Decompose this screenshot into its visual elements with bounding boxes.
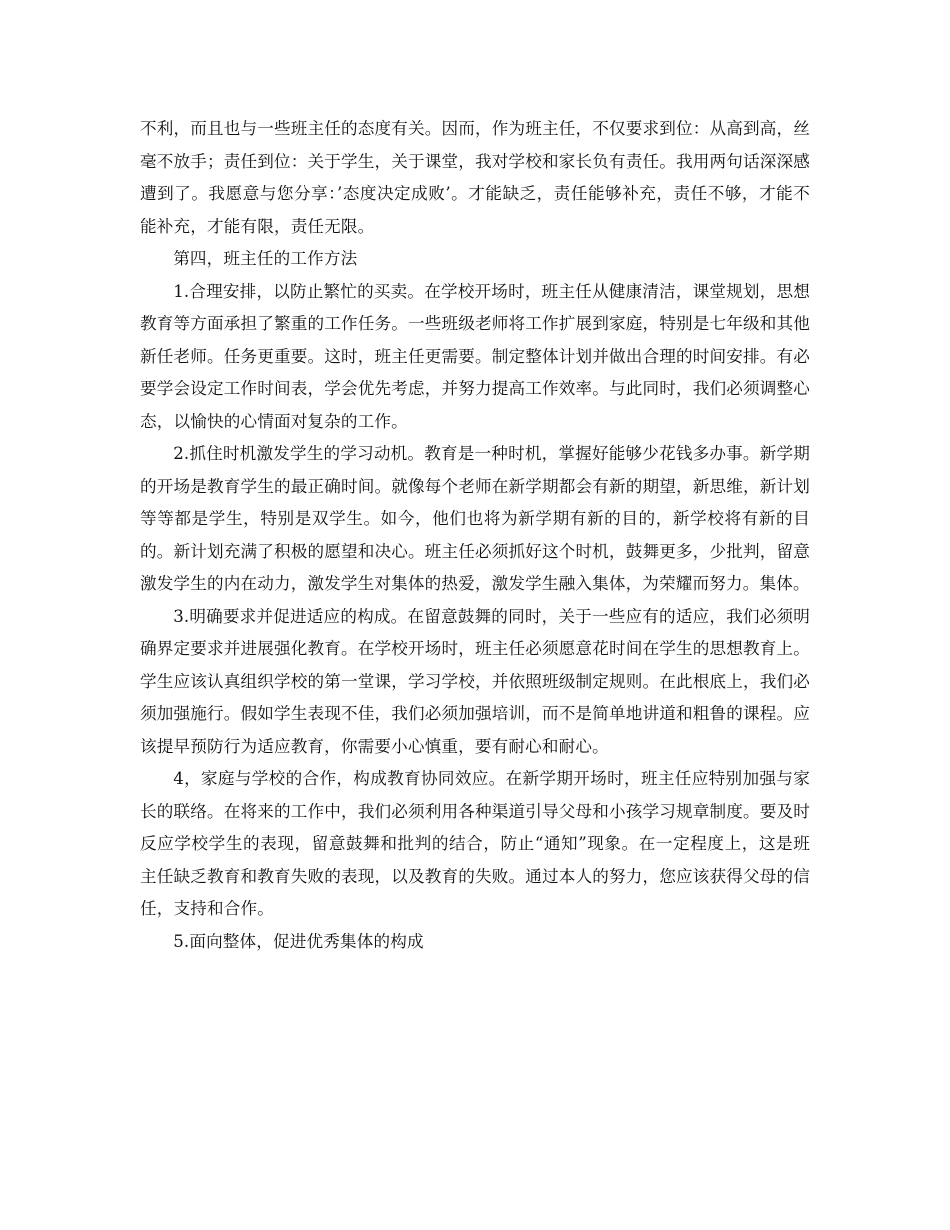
section-heading-work-methods: 第四，班主任的工作方法 [173, 249, 358, 268]
paragraph-item-1: 1.合理安排，以防止繁忙的买卖。在学校开场时，班主任从健康清洁，课堂规划，思想教育等方面承担了繁重的工作任务。一些班级老师将工作扩展到家庭，特别是七年级和其他新任老师。任务更重要。这时，班主任更需要。制定整体计划并做出合理的时间安排。有必要学会设定工作时间表，学会优先考虑，并努力提高工作效率。与此同时，我们必须调整心态，以愉快的心情面对复杂的工作。 [140, 281, 810, 431]
paragraph-item-3: 3.明确要求并促进适应的构成。在留意鼓舞的同时，关于一些应有的适应，我们必须明确界定要求并进展强化教育。在学校开场时，班主任必须愿意花时间在学生的思想教育上。学生应该认真组织学校的第一堂课，学习学校，并依照班级制定规则。在此根底上，我们必须加强施行。假如学生表现不佳，我们必须加强培训，而不是简单地讲道和粗鲁的课程。应该提早预防行为适应教育，你需要小心慎重，要有耐心和耐心。 [140, 606, 810, 756]
paragraph-item-5: 5.面向整体，促进优秀集体的构成 [173, 931, 424, 951]
paragraph-item-2: 2.抓住时机激发学生的学习动机。教育是一种时机，掌握好能够少花钱多办事。新学期的开场是教育学生的最正确时间。就像每个老师在新学期都会有新的期望，新思维，新计划等等都是学生，特别是双学生。如今，他们也将为新学期有新的目的，新学校将有新的目的。新计划充满了积极的愿望和决心。班主任必须抓好这个时机，鼓舞更多，少批判，留意激发学生的内在动力，激发学生对集体的热爱，激发学生融入集体，为荣耀而努力。集体。 [140, 444, 810, 593]
document-body [140, 113, 810, 958]
paragraph-item-4: 4，家庭与学校的合作，构成教育协同效应。在新学期开场时，班主任应特别加强与家长的联络。在将来的工作中，我们必须利用各种渠道引导父母和小孩学习规章制度。要及时反应学校学生的表现，留意鼓舞和批判的结合，防止“通知”现象。在一定程度上，这是班主任缺乏教育和教育失败的表现，以及教育的失败。通过本人的努力，您应该获得父母的信任，支持和合作。 [140, 769, 810, 918]
paragraph-continuation: 不利，而且也与一些班主任的态度有关。因而，作为班主任，不仅要求到位：从高到高，丝毫不放手；责任到位：关于学生，关于课堂，我对学校和家长负有责任。我用两句话深深感遭到了。我愿意与您分享：’态度决定成败’。才能缺乏，责任能够补充，责任不够，才能不能补充，才能有限，责任无限。 [140, 119, 810, 236]
